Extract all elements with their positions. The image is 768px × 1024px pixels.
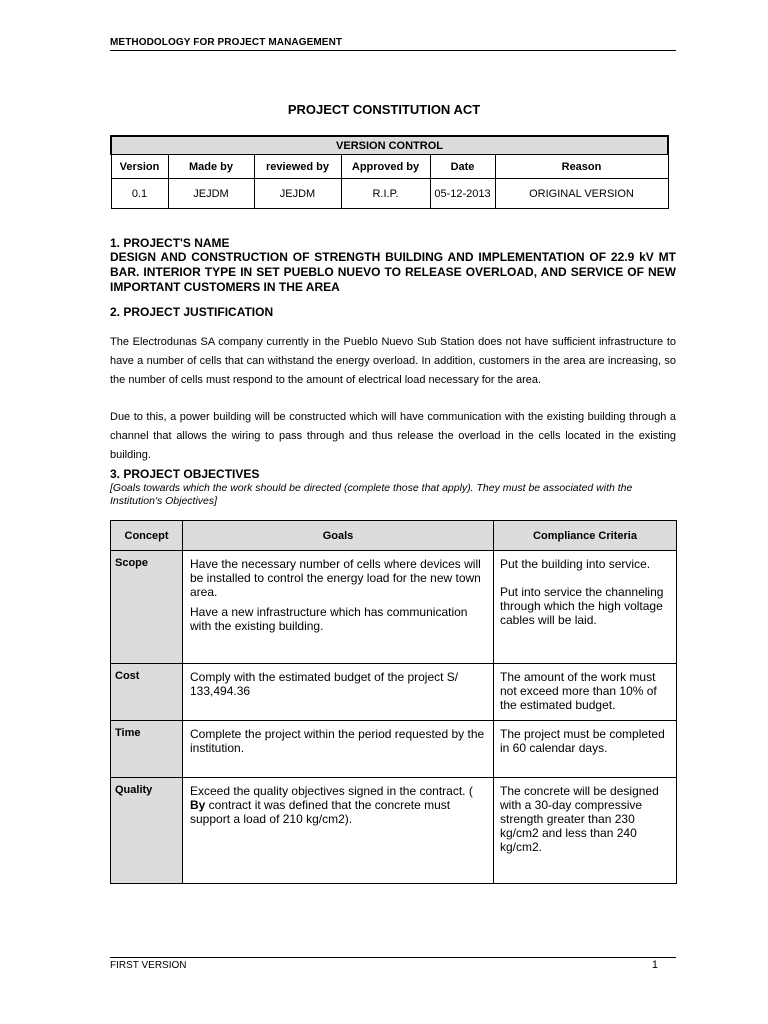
column-header: Made by xyxy=(168,155,254,179)
objectives-note: [Goals towards which the work should be directed (complete those that apply). They must be associated with the Institution's Objectives] xyxy=(110,482,633,507)
goal-text: Have a new infrastructure which has communication with the existing building. xyxy=(190,605,468,633)
criteria-text: The project must be completed in 60 calendar days. xyxy=(500,727,665,755)
goal-text: Have the necessary number of cells where devices will be installed to control the energy load for the new town area. xyxy=(190,557,481,599)
table-row xyxy=(111,778,677,884)
column-header: Version xyxy=(111,155,168,179)
table-row xyxy=(111,551,677,664)
table-cell: R.I.P. xyxy=(341,179,430,209)
table-row xyxy=(111,721,677,778)
criteria-text: The amount of the work must not exceed more than 10% of the estimated budget. xyxy=(500,670,657,712)
goal-text: Comply with the estimated budget of the project S/ 133,494.36 xyxy=(190,670,459,698)
goal-text-bold: By xyxy=(190,798,206,812)
section-heading-objectives: 3. PROJECT OBJECTIVES xyxy=(110,467,260,481)
column-header: Approved by xyxy=(341,155,430,179)
goals-cell xyxy=(183,551,494,664)
page-number: 1 xyxy=(651,959,658,971)
concept-cell: Quality xyxy=(111,778,183,884)
table-cell: JEJDM xyxy=(254,179,341,209)
column-header: Reason xyxy=(495,155,668,179)
section-heading-project-name: 1. PROJECT'S NAME xyxy=(110,236,230,250)
concept-cell: Scope xyxy=(111,551,183,664)
table-cell: JEJDM xyxy=(168,179,254,209)
running-header: METHODOLOGY FOR PROJECT MANAGEMENT xyxy=(110,37,676,51)
footer-version: FIRST VERSION xyxy=(110,960,187,971)
table-cell: 0.1 xyxy=(111,179,168,209)
table-row xyxy=(111,179,668,209)
criteria-text: Put the building into service. xyxy=(500,557,651,571)
page-footer xyxy=(110,957,676,971)
goal-text-part: Exceed the quality objectives signed in the contract. ( xyxy=(190,784,473,798)
document-title: PROJECT CONSTITUTION ACT xyxy=(287,102,481,117)
criteria-cell xyxy=(494,778,677,884)
column-header: reviewed by xyxy=(254,155,341,179)
concept-cell: Time xyxy=(111,721,183,778)
column-header: Compliance Criteria xyxy=(494,521,677,551)
column-header: Goals xyxy=(183,521,494,551)
table-cell: 05-12-2013 xyxy=(430,179,495,209)
criteria-cell xyxy=(494,551,677,664)
concept-cell: Cost xyxy=(111,664,183,721)
goals-cell xyxy=(183,778,494,884)
criteria-text: Put into service the channeling through which the high voltage cables will be laid. xyxy=(500,585,664,627)
column-header: Concept xyxy=(111,521,183,551)
goals-cell xyxy=(183,664,494,721)
table-row xyxy=(111,664,677,721)
justification-paragraph-2: Due to this, a power building will be constructed which will have communication with the existing building through a channel that allows the wiring to pass through and thus release the overload in the cells located in the existing building. xyxy=(110,411,676,461)
justification-paragraph-1: The Electrodunas SA company currently in the Pueblo Nuevo Sub Station does not have sufficient infrastructure to have a number of cells that can withstand the energy overload. In addition, customers in the area are increasing, so the number of cells must respond to the amount of electrical load necessary for the area. xyxy=(110,336,676,386)
objectives-table xyxy=(110,520,677,884)
table-cell: ORIGINAL VERSION xyxy=(495,179,668,209)
column-header: Date xyxy=(430,155,495,179)
section-heading-justification: 2. PROJECT JUSTIFICATION xyxy=(110,305,274,319)
goal-text xyxy=(190,784,486,826)
goal-text-part: contract it was defined that the concrete must support a load of 210 kg/cm2). xyxy=(190,798,451,826)
criteria-text: The concrete will be designed with a 30-day compressive strength greater than 230 kg/cm2 and less than 240 kg/cm2. xyxy=(500,784,659,854)
project-name-text: DESIGN AND CONSTRUCTION OF STRENGTH BUILDING AND IMPLEMENTATION OF 22.9 kV MT BAR. INTERIOR TYPE IN SET PUEBLO NUEVO TO RELEASE OVERLOAD, AND SERVICE OF NEW IMPORTANT CUSTOMERS IN THE AREA xyxy=(110,250,676,294)
version-control-caption: VERSION CONTROL xyxy=(111,136,668,155)
criteria-cell xyxy=(494,664,677,721)
version-control-table xyxy=(110,135,669,209)
goal-text: Complete the project within the period requested by the institution. xyxy=(190,727,485,755)
criteria-cell xyxy=(494,721,677,778)
goals-cell xyxy=(183,721,494,778)
